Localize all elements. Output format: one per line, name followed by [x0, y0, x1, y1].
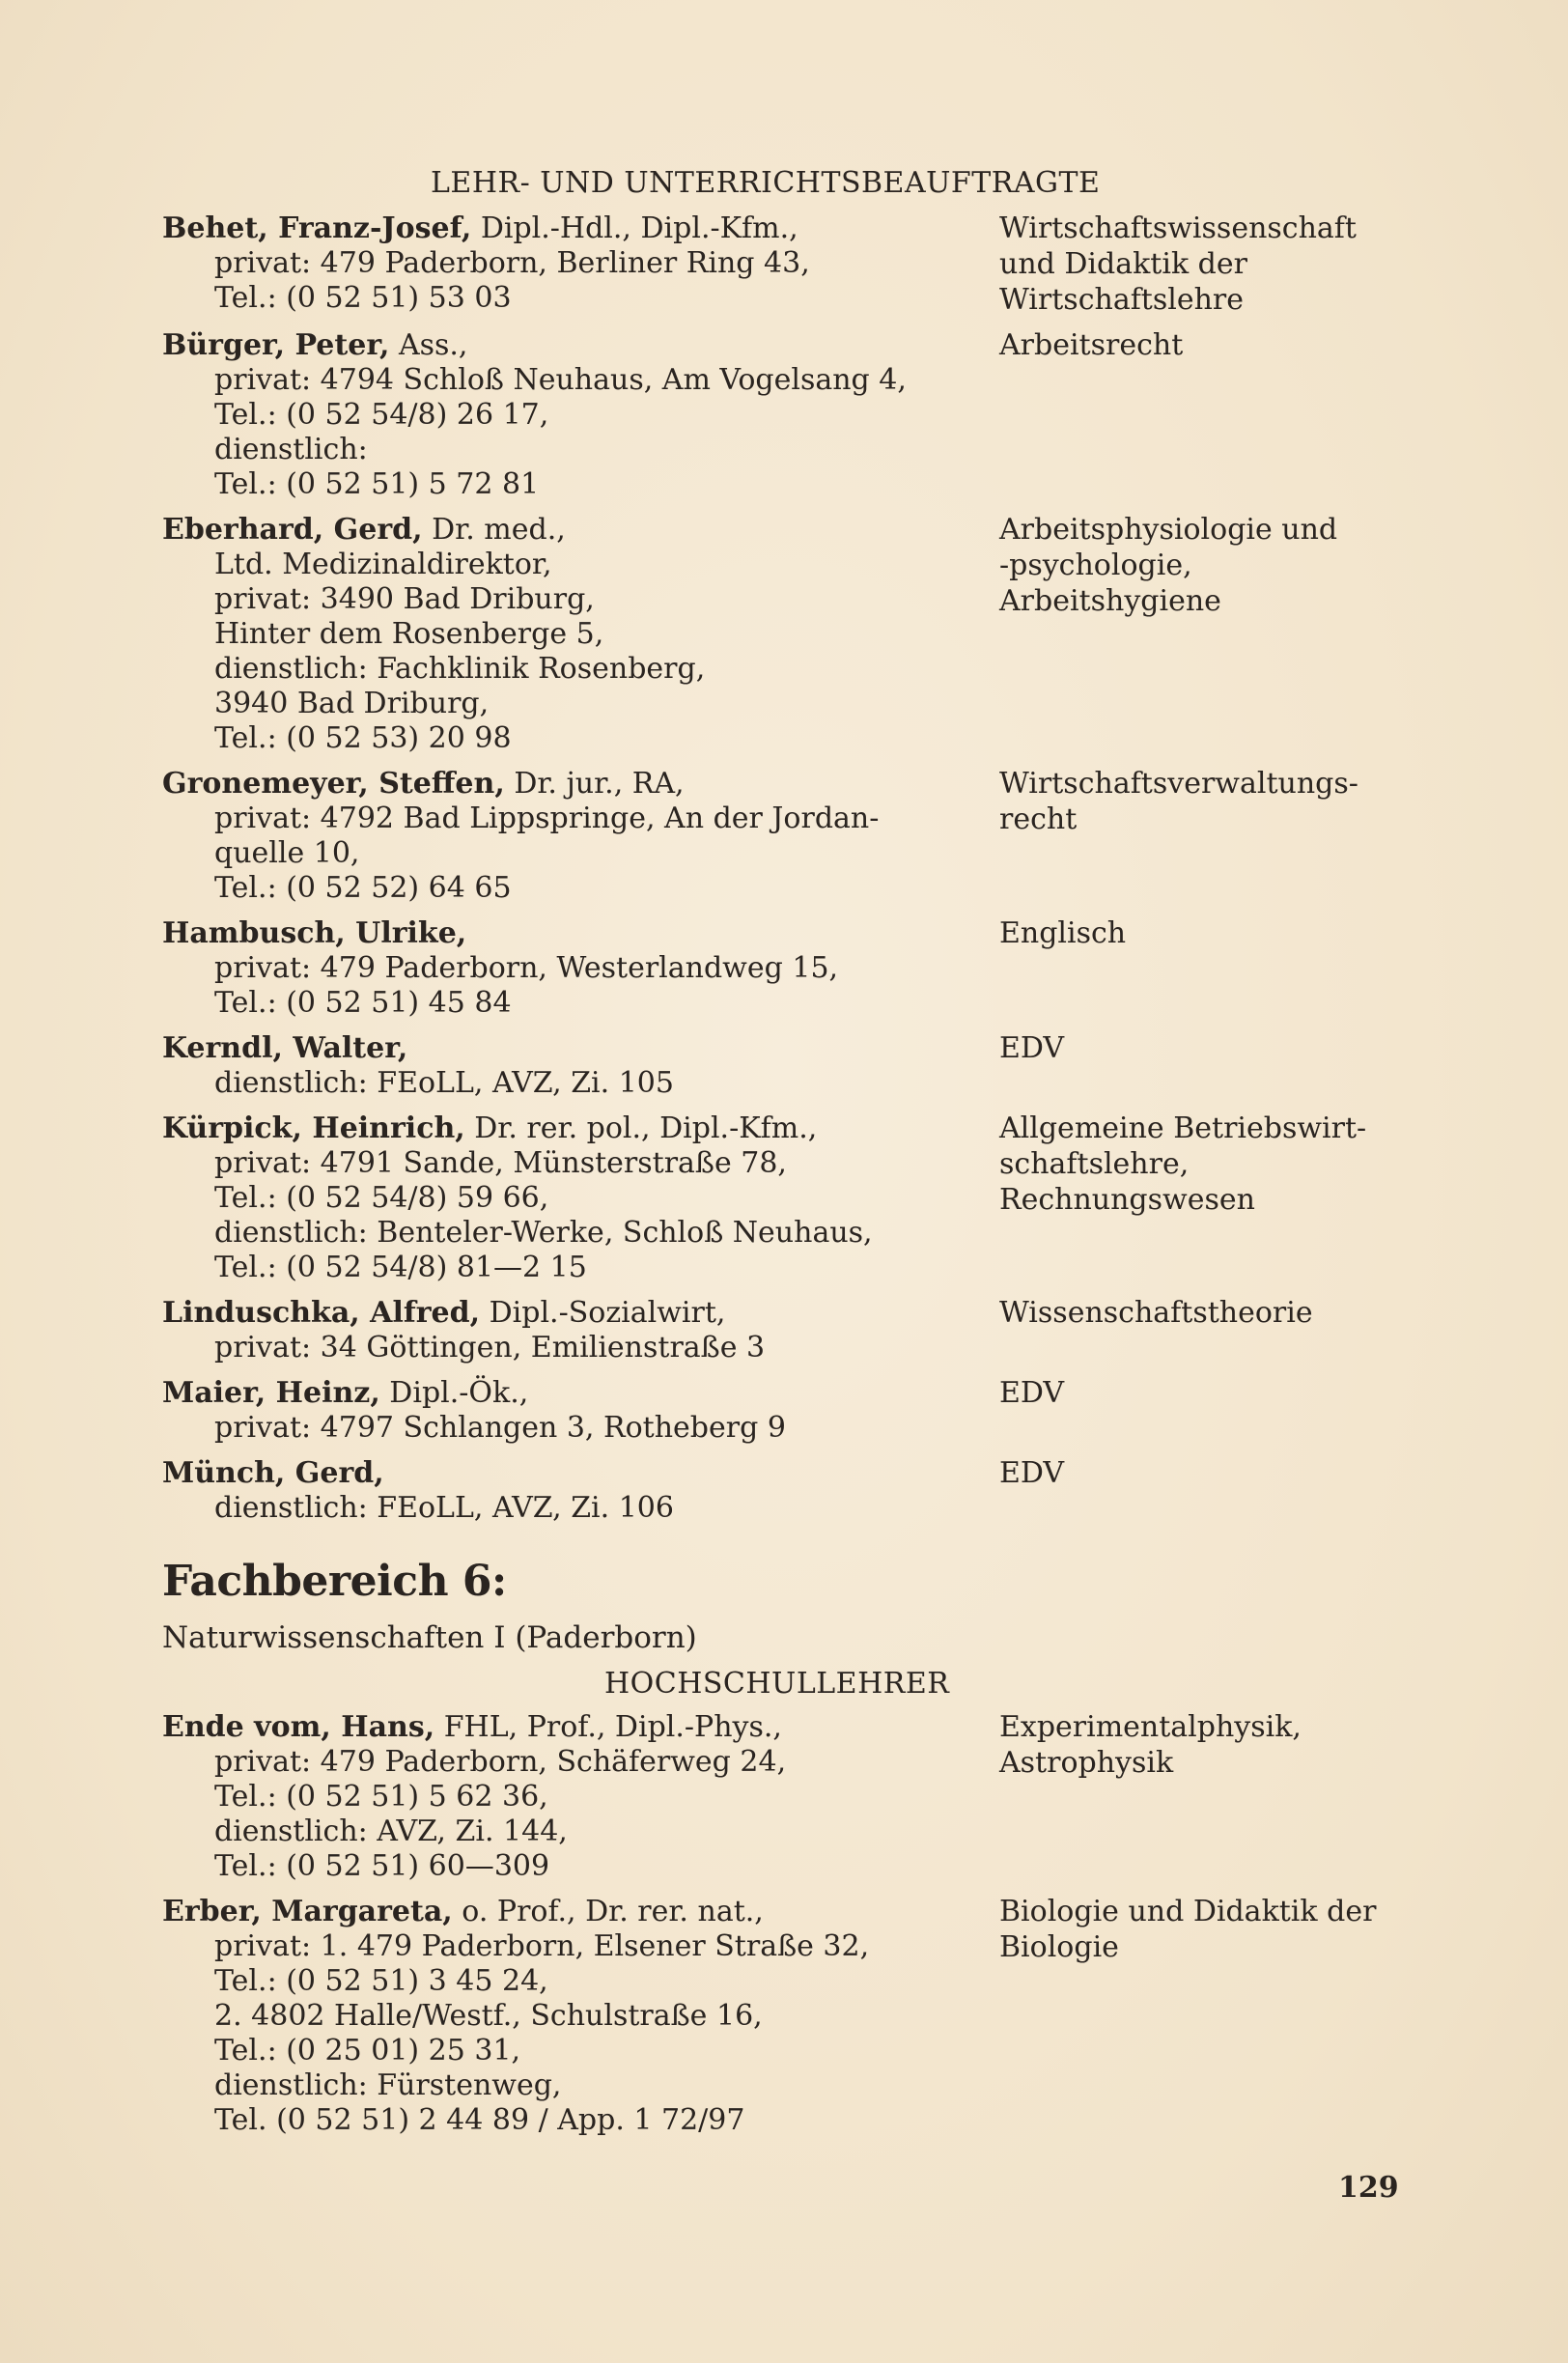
person-name: Linduschka, Alfred, [162, 1296, 481, 1330]
person-name: Gronemeyer, Steffen, [162, 767, 505, 801]
person-title: Ass., [389, 328, 468, 362]
contact-line: dienstlich: FEoLL, AVZ, Zi. 106 [214, 1491, 674, 1525]
contact-line: Tel.: (0 52 51) 53 03 [214, 281, 512, 315]
entry-head [162, 1030, 988, 1066]
contact-line: Ltd. Medizinaldirektor, [214, 548, 552, 581]
subject-line: Experimentalphysik, [999, 1710, 1302, 1744]
entry-list-hochschullehrer [162, 1709, 1437, 2148]
directory-entry [162, 915, 1437, 1021]
contact-line: dienstlich: AVZ, Zi. 144, [214, 1814, 568, 1848]
subject-line: EDV [999, 1031, 1065, 1065]
person-title: Dr. med., [422, 513, 566, 547]
contact-line: 3940 Bad Driburg, [214, 687, 490, 720]
contact-line: dienstlich: Fachklinik Rosenberg, [214, 652, 706, 686]
person-name: Eberhard, Gerd, [162, 513, 423, 547]
entry-head [162, 1455, 988, 1491]
entry-contact [162, 766, 988, 906]
subject-line: EDV [999, 1376, 1065, 1410]
entry-head [162, 1295, 988, 1331]
entry-contact [162, 327, 988, 502]
entry-subject [988, 1709, 1424, 1884]
subject-line: -psychologie, [999, 549, 1192, 582]
person-title: o. Prof., Dr. rer. nat., [452, 1895, 764, 1928]
subject-line: Biologie [999, 1930, 1119, 1964]
directory-entry [162, 1894, 1437, 2138]
contact-line: privat: 3490 Bad Driburg, [214, 582, 595, 616]
subject-line: Biologie und Didaktik der [999, 1895, 1377, 1928]
page-number: 129 [1338, 2171, 1399, 2205]
person-name: Maier, Heinz, [162, 1376, 380, 1410]
contact-line: privat: 1. 479 Paderborn, Elsener Straße 32, [214, 1929, 870, 1963]
person-name: Ende vom, Hans, [162, 1710, 435, 1744]
entry-subject [988, 211, 1424, 318]
entry-subject [988, 1111, 1424, 1285]
contact-line: privat: 4794 Schloß Neuhaus, Am Vogelsang 4, [214, 363, 907, 397]
contact-line: privat: 4792 Bad Lippspringe, An der Jordan- [214, 802, 880, 835]
entry-contact [162, 211, 988, 318]
subject-line: Allgemeine Betriebswirt- [999, 1111, 1367, 1145]
subject-line: Wirtschaftswissenschaft [999, 211, 1357, 245]
person-name: Münch, Gerd, [162, 1456, 384, 1490]
contact-line: privat: 4797 Schlangen 3, Rotheberg 9 [214, 1411, 786, 1445]
contact-line: Tel. (0 52 51) 2 44 89 / App. 1 72/97 [214, 2103, 745, 2137]
contact-line: 2. 4802 Halle/Westf., Schulstraße 16, [214, 1999, 763, 2033]
entry-contact [162, 1030, 988, 1101]
entry-contact [162, 1894, 988, 2138]
directory-entry [162, 1030, 1437, 1101]
directory-entry [162, 512, 1437, 756]
entry-head [162, 327, 988, 363]
subject-line: Rechnungswesen [999, 1183, 1255, 1217]
person-title: Dr. rer. pol., Dipl.-Kfm., [464, 1111, 818, 1145]
directory-entry [162, 1111, 1437, 1285]
subject-line: und Didaktik der [999, 247, 1247, 281]
person-title: Dr. jur., RA, [504, 767, 685, 801]
contact-line: Tel.: (0 52 54/8) 59 66, [214, 1181, 549, 1215]
person-name: Bürger, Peter, [162, 328, 390, 362]
contact-line: Tel.: (0 52 51) 5 72 81 [214, 467, 540, 501]
contact-line: privat: 479 Paderborn, Westerlandweg 15, [214, 951, 839, 985]
entry-contact [162, 1709, 988, 1884]
contact-line: Tel.: (0 52 53) 20 98 [214, 721, 512, 755]
section-heading-hochschullehrer: HOCHSCHULLEHRER [604, 1667, 950, 1701]
contact-line: dienstlich: [214, 433, 368, 466]
directory-entry [162, 1455, 1437, 1526]
entry-subject [988, 1894, 1424, 2138]
entry-head [162, 766, 988, 802]
contact-line: Tel.: (0 52 52) 64 65 [214, 871, 512, 905]
subject-line: Wissenschaftstheorie [999, 1296, 1313, 1330]
entry-head [162, 512, 988, 548]
person-title: Dipl.-Hdl., Dipl.-Kfm., [471, 211, 798, 245]
entry-contact [162, 1111, 988, 1285]
subject-line: Wirtschaftslehre [999, 283, 1245, 317]
contact-line: privat: 34 Göttingen, Emilienstraße 3 [214, 1331, 766, 1364]
subject-line: EDV [999, 1456, 1065, 1490]
entry-list-lehrbeauftragte [162, 211, 1437, 1535]
contact-line: Tel.: (0 52 54/8) 26 17, [214, 398, 549, 432]
person-name: Kerndl, Walter, [162, 1031, 408, 1065]
entry-subject [988, 1455, 1424, 1526]
entry-head [162, 211, 988, 246]
subject-line: Astrophysik [999, 1746, 1174, 1780]
contact-line: Tel.: (0 52 51) 5 62 36, [214, 1780, 548, 1814]
entry-head [162, 1111, 988, 1146]
contact-line: Tel.: (0 52 54/8) 81—2 15 [214, 1251, 587, 1284]
person-name: Behet, Franz-Josef, [162, 211, 472, 245]
entry-contact [162, 1455, 988, 1526]
directory-entry [162, 1709, 1437, 1884]
contact-line: dienstlich: Fürstenweg, [214, 2068, 562, 2102]
entry-head [162, 1894, 988, 1929]
contact-line: dienstlich: Benteler-Werke, Schloß Neuhaus, [214, 1216, 873, 1250]
entry-contact [162, 1295, 988, 1365]
directory-entry [162, 1375, 1437, 1446]
section-heading-lehrbeauftragte: LEHR- UND UNTERRICHTSBEAUFTRAGTE [431, 166, 1101, 200]
subject-line: Arbeitsrecht [999, 328, 1184, 362]
fachbereich-subtitle: Naturwissenschaften I (Paderborn) [162, 1620, 697, 1655]
person-title: FHL, Prof., Dipl.-Phys., [434, 1710, 782, 1744]
entry-subject [988, 1295, 1424, 1365]
directory-entry [162, 211, 1437, 318]
person-title: Dipl.-Sozialwirt, [480, 1296, 726, 1330]
contact-line: dienstlich: FEoLL, AVZ, Zi. 105 [214, 1066, 674, 1100]
entry-subject [988, 915, 1424, 1021]
contact-line: privat: 4791 Sande, Münsterstraße 78, [214, 1146, 787, 1180]
entry-subject [988, 766, 1424, 906]
entry-head [162, 1709, 988, 1745]
person-name: Erber, Margareta, [162, 1895, 453, 1928]
subject-line: recht [999, 802, 1078, 836]
entry-subject [988, 327, 1424, 502]
directory-entry [162, 327, 1437, 502]
fachbereich-title: Fachbereich 6: [162, 1557, 507, 1606]
contact-line: quelle 10, [214, 836, 360, 870]
contact-line: Tel.: (0 52 51) 60—309 [214, 1849, 550, 1883]
entry-contact [162, 915, 988, 1021]
contact-line: Tel.: (0 25 01) 25 31, [214, 2034, 521, 2068]
subject-line: Wirtschaftsverwaltungs- [999, 767, 1358, 801]
contact-line: Hinter dem Rosenberge 5, [214, 617, 604, 651]
subject-line: Arbeitshygiene [999, 584, 1221, 618]
subject-line: schaftslehre, [999, 1147, 1190, 1181]
contact-line: Tel.: (0 52 51) 3 45 24, [214, 1964, 548, 1998]
contact-line: Tel.: (0 52 51) 45 84 [214, 986, 512, 1020]
entry-head [162, 1375, 988, 1411]
entry-head [162, 915, 988, 951]
person-title: Dipl.-Ök., [379, 1376, 529, 1410]
contact-line: privat: 479 Paderborn, Berliner Ring 43, [214, 246, 810, 280]
directory-entry [162, 766, 1437, 906]
person-name: Kürpick, Heinrich, [162, 1111, 465, 1145]
person-name: Hambusch, Ulrike, [162, 916, 467, 950]
entry-contact [162, 512, 988, 756]
entry-subject [988, 1030, 1424, 1101]
contact-line: privat: 479 Paderborn, Schäferweg 24, [214, 1745, 787, 1779]
directory-entry [162, 1295, 1437, 1365]
entry-subject [988, 1375, 1424, 1446]
entry-subject [988, 512, 1424, 756]
subject-line: Englisch [999, 916, 1127, 950]
entry-contact [162, 1375, 988, 1446]
subject-line: Arbeitsphysiologie und [999, 513, 1338, 547]
